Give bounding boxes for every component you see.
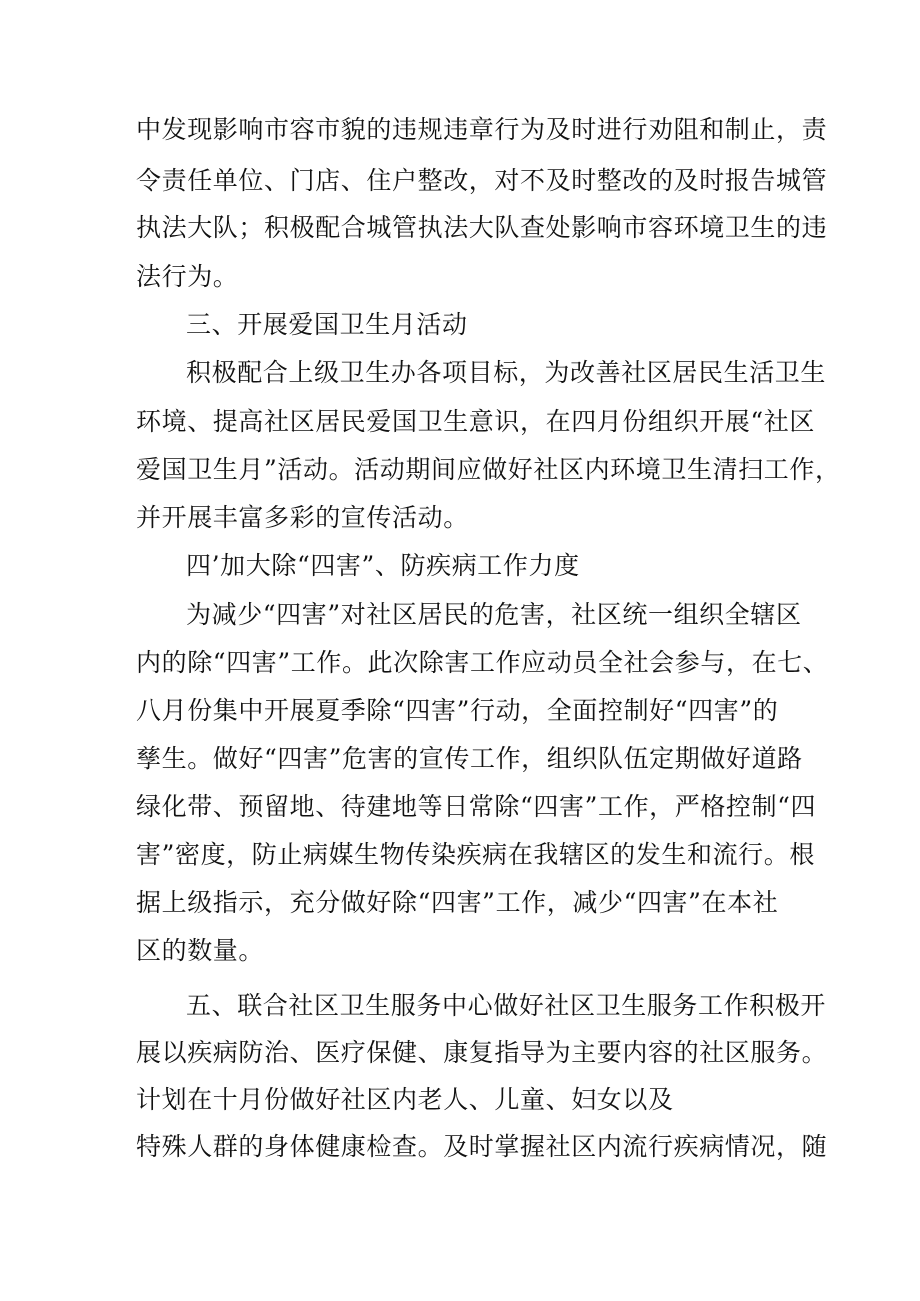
text-line: 爱国卫生月”活动。活动期间应做好社区内环境卫生清扫工作，: [136, 455, 841, 484]
section-heading: 四’加大除“四害”、防疾病工作力度: [186, 551, 580, 580]
section-heading: 三、开展爱国卫生月活动: [186, 310, 468, 339]
section-heading: 五、联合社区卫生服务中心做好社区卫生服务工作积极开: [186, 991, 827, 1020]
text-line: 区的数量。: [136, 936, 265, 965]
text-line: 计划在十月份做好社区内老人、儿童、妇女以及: [136, 1085, 674, 1114]
text-line: 为减少“四害”对社区居民的危害，社区统一组织全辖区: [186, 600, 802, 629]
text-line: 执法大队；积极配合城管执法大队查处影响市容环境卫生的违: [136, 213, 828, 242]
text-line: 法行为。: [136, 262, 239, 291]
text-line: 害”密度，防止病媒生物传染疾病在我辖区的发生和流行。根: [136, 840, 815, 869]
text-line: 令责任单位、门店、住户整改，对不及时整改的及时报告城管: [136, 166, 828, 195]
text-line: 特殊人群的身体健康检查。及时掌握社区内流行疾病情况，随: [136, 1132, 828, 1161]
text-line: 孳生。做好“四害”危害的宣传工作，组织队伍定期做好道路: [136, 744, 803, 773]
text-line: 内的除“四害”工作。此次除害工作应动员全社会参与，在七、: [136, 648, 829, 677]
text-line: 据上级指示，充分做好除“四害”工作，减少“四害”在本社: [136, 888, 779, 917]
text-line: 绿化带、预留地、待建地等日常除“四害”工作，严格控制“四: [136, 792, 817, 821]
text-line: 环境、提高社区居民爱国卫生意识，在四月份组织开展“社区: [136, 407, 815, 436]
text-line: 八月份集中开展夏季除“四害”行动，全面控制好“四害”的: [136, 696, 779, 725]
text-line: 并开展丰富多彩的宣传活动。: [136, 503, 469, 532]
text-line: 积极配合上级卫生办各项目标，为改善社区居民生活卫生: [186, 358, 827, 387]
text-line: 中发现影响市容市貌的违规违章行为及时进行劝阻和制止，责: [136, 115, 828, 144]
text-line: 展以疾病防治、医疗保健、康复指导为主要内容的社区服务。: [136, 1038, 828, 1067]
